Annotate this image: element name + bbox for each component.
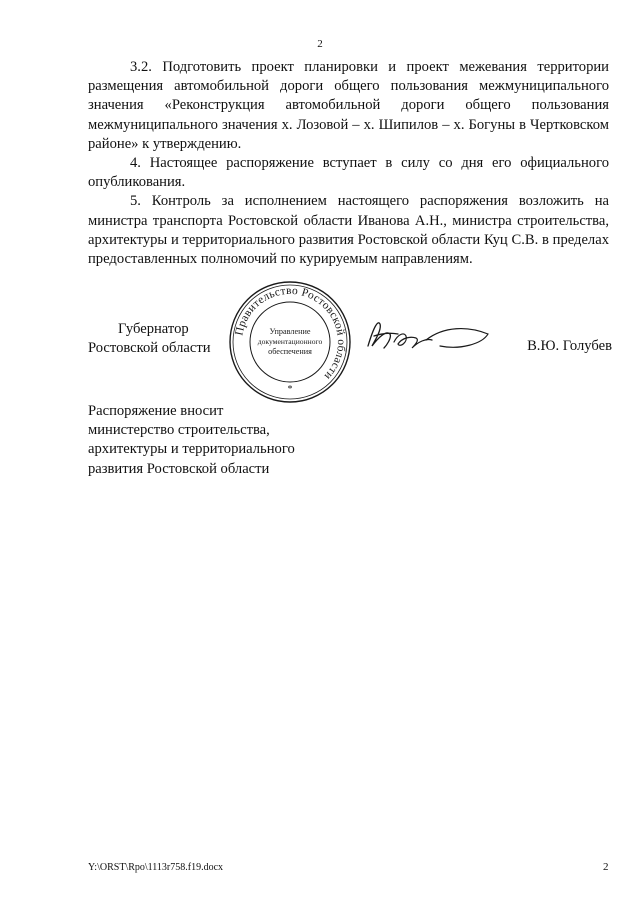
submitted-by-block (88, 402, 418, 479)
governor-title-line1: Губернатор (118, 321, 189, 337)
submitted-by-line2: министерство строительства, (88, 422, 270, 439)
governor-title (88, 320, 228, 358)
paragraph-5: 5. Контроль за исполнением настоящего распоряжения возложить на министра транспорта Ростовской области Иванова А.Н., министра строительства, архитектуры и территориального развития Ростовской области Куц С.В. в пределах предоставленных полномочий по курируемым направлениям. (88, 193, 609, 268)
handwritten-signature (364, 316, 494, 356)
stamp-star: * (287, 384, 293, 395)
submitted-by-line4: развития Ростовской области (88, 460, 270, 477)
page-number-top: 2 (317, 38, 323, 50)
paragraph-4: 4. Настоящее распоряжение вступает в силу со дня его официального опубликования. (88, 155, 609, 191)
footer-file-path: Y:\ORST\Rpo\1113r758.f19.docx (88, 862, 224, 873)
submitted-by-line1: Распоряжение вносит (88, 403, 224, 419)
official-stamp-seal (228, 280, 352, 404)
stamp-center-line1: Управление (269, 327, 311, 336)
submitted-by-line3: архитектуры и территориального (88, 441, 295, 458)
signer-name: В.Ю. Голубев (527, 338, 612, 354)
footer-page-number: 2 (603, 861, 609, 873)
stamp-center-line3: обеспечения (268, 347, 312, 356)
paragraph-3-2: 3.2. Подготовить проект планировки и проект межевания территории размещения автомобильной дороги общего пользования межмуниципального значения «Реконструкция автомобильной дороги общего пользования межмуниципального значения х. Лозовой – х. Шипилов – х. Богуны в Чертковском районе» к утверждению. (88, 59, 609, 152)
governor-title-line2: Ростовской области (88, 340, 211, 357)
document-body (88, 58, 609, 269)
signature-block (88, 280, 612, 395)
stamp-ring-text: Правительство Ростовской области (233, 284, 348, 383)
stamp-center-line2: документационного (257, 337, 323, 346)
